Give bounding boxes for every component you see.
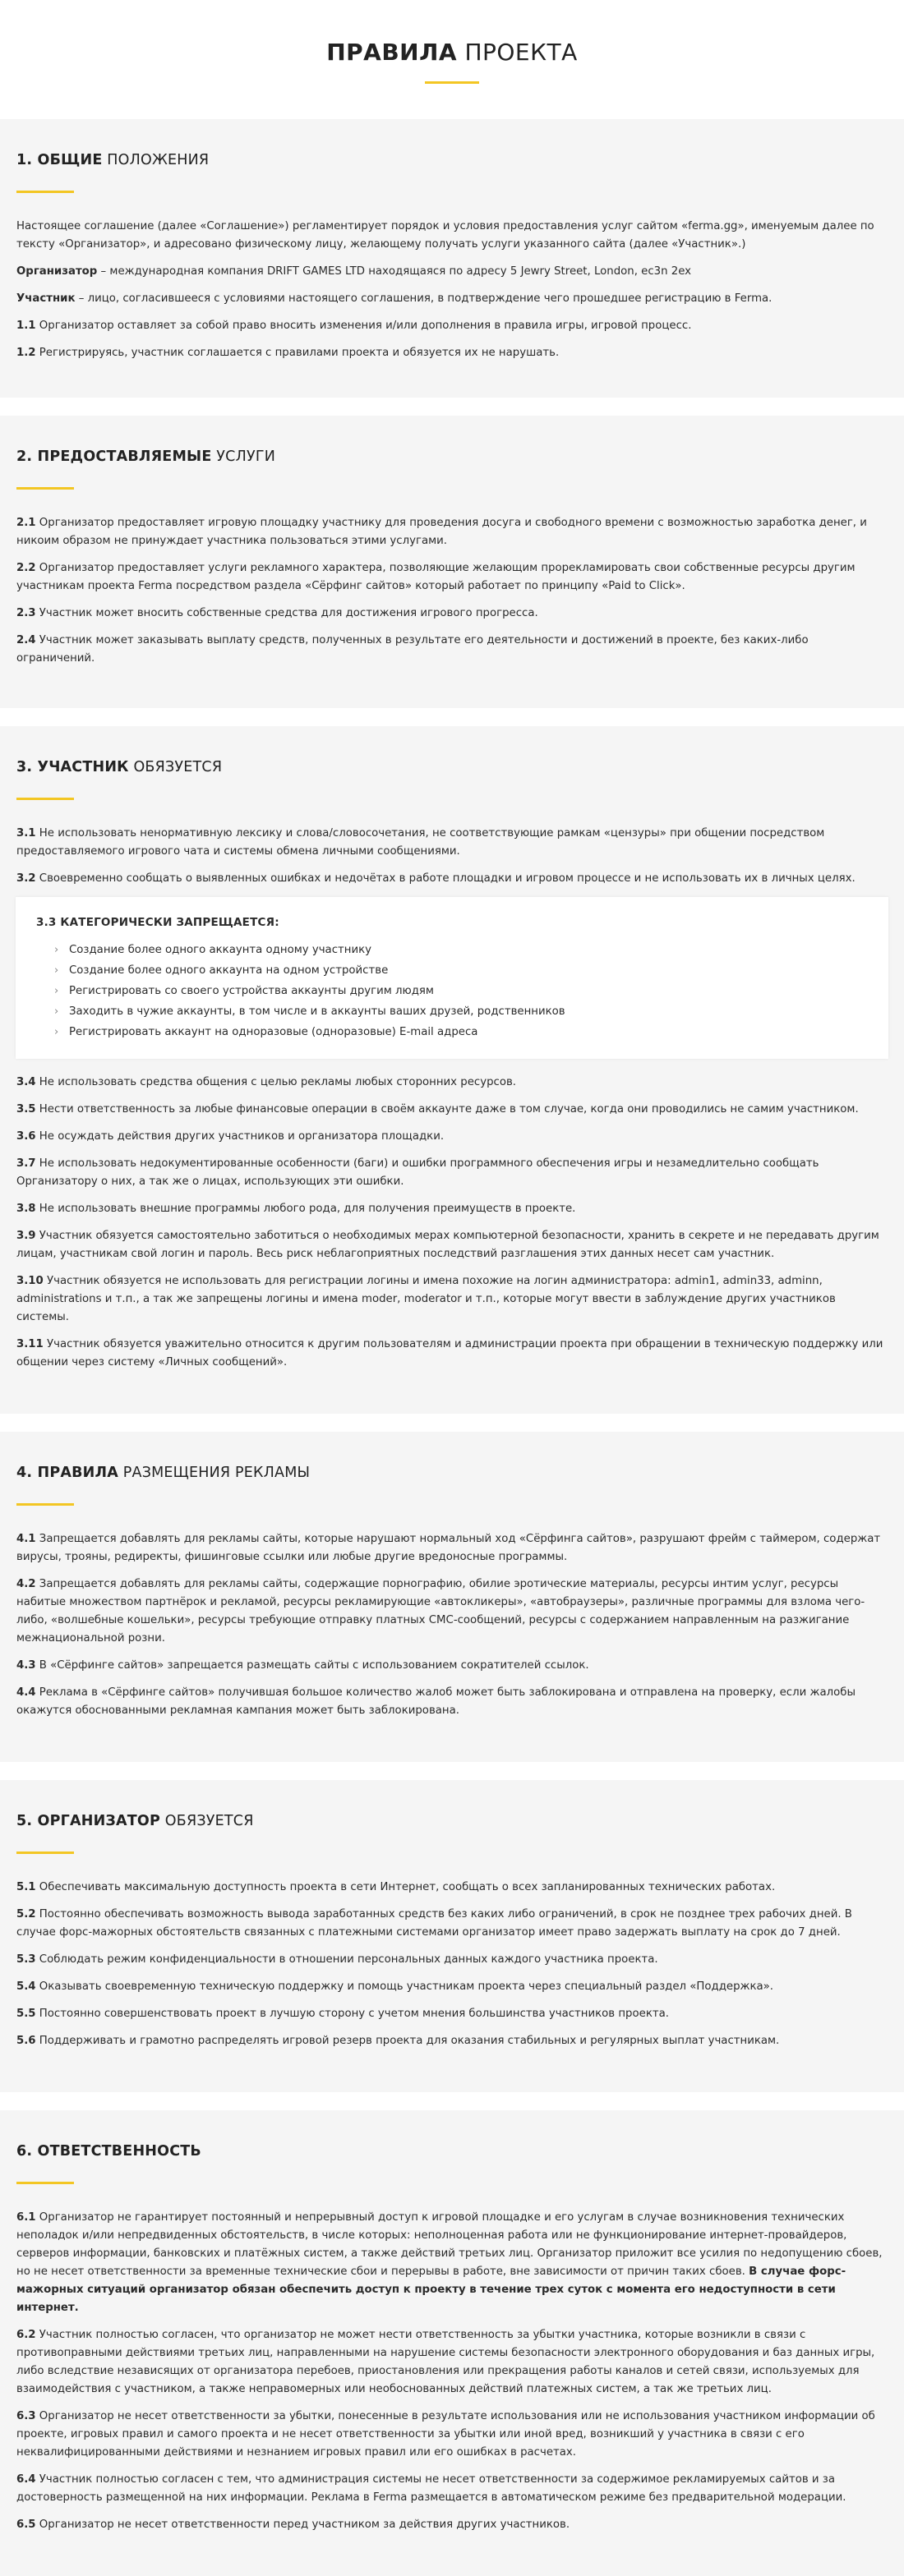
rule-text: Оказывать своевременную техническую поддержку и помощь участникам проекта через специальный раздел «Поддержка». <box>35 1980 774 1993</box>
rule-text: Обеспечивать максимальную доступность проекта в сети Интернет, сообщать о всех запланированных технических работах. <box>35 1881 776 1893</box>
rule-text: Нести ответственность за любые финансовые операции в своём аккаунте даже в том случае, когда они проводились не самим участником. <box>35 1103 859 1116</box>
rule-paragraph <box>16 1128 888 1146</box>
rule-paragraph <box>16 2326 888 2399</box>
rule-number: 6.5 <box>16 2518 36 2531</box>
chevron-right-icon: › <box>54 1005 59 1018</box>
chevron-right-icon: › <box>54 985 59 997</box>
rule-number: 1.1 <box>16 320 36 332</box>
page-header <box>0 0 904 119</box>
rule-paragraph <box>16 2516 888 2534</box>
rule-text: Соблюдать режим конфиденциальности в отношении персональных данных каждого участника проекта. <box>35 1953 658 1966</box>
rule-text: В «Сёрфинге сайтов» запрещается размещать сайты с использованием сократителей ссылок. <box>35 1659 589 1672</box>
rule-text: Участник обязуется не использовать для регистрации логины и имена похожие на логин администратора: admin1, admin33, adminn, administrations и т.п., а так же запрещены логины и имена moder, moderator и т.п., которые могут ввести в заблуждение других участников системы. <box>16 1275 836 1323</box>
rule-text: Не использовать ненормативную лексику и слова/словосочетания, не соответствующие рамкам «цензуры» при общении посредством предоставляемого игрового чата и системы обмена личными сообщениями. <box>16 827 825 858</box>
rule-number: 6.2 <box>16 2329 36 2341</box>
rule-paragraph <box>16 1200 888 1218</box>
rule-text: Организатор не несет ответственности за убытки, понесенные в результате использования или не использования участником информации об проекте, игровых правил и самого проекта и не несет ответственности за убытки или иной вред, возникший у участника в связи с его неквалифицированными действиями и незнанием игровых правил или его ошибках в расчетах. <box>16 2410 875 2459</box>
list-item <box>54 962 868 980</box>
rule-paragraph <box>16 1074 888 1092</box>
rule-text: Реклама в «Сёрфинге сайтов» получившая большое количество жалоб может быть заблокирована и отправлена на проверку, если жалобы окажутся обоснованными рекламная кампания может быть заблокирована. <box>16 1686 856 1717</box>
rule-text: Настоящее соглашение (далее «Соглашение») регламентирует порядок и условия предоставления услуг сайтом «ferma.gg», именуемым далее по тексту «Организатор», и адресовано физическому лицу, желающему получать услуги указанного сайта (далее «Участник».) <box>16 220 874 251</box>
prohibitions-box <box>16 897 888 1059</box>
rule-number: 2.4 <box>16 634 36 646</box>
rule-number: 5.4 <box>16 1980 36 1993</box>
section-heading-rest: ОБЯЗУЕТСЯ <box>128 759 223 775</box>
rule-paragraph <box>16 2408 888 2462</box>
section-heading-strong: УЧАСТНИК <box>32 759 129 775</box>
rule-paragraph <box>16 1227 888 1263</box>
rule-number: 4.1 <box>16 1533 36 1545</box>
section-underline <box>16 1852 74 1854</box>
rule-text: Организатор предоставляет игровую площадку участнику для проведения досуга и свободного времени с возможностью заработка денег, и никоим образом не принуждает участника пользоваться этими услугами. <box>16 517 867 547</box>
title-underline <box>425 81 479 84</box>
rule-number: 3.9 <box>16 1230 36 1242</box>
rule-text: Запрещается добавлять для рекламы сайты, которые нарушают нормальный ход «Сёрфинга сайтов», разрушают фрейм с таймером, содержат вирусы, трояны, редиректы, фишинговые ссылки или любые другие вредоносные программы. <box>16 1533 881 1563</box>
section-heading-rest: УСЛУГИ <box>211 448 275 465</box>
rule-text: Участник может вносить собственные средства для достижения игрового прогресса. <box>35 607 538 619</box>
rule-paragraph <box>16 1155 888 1191</box>
rules-content <box>0 119 904 2576</box>
rule-paragraph <box>16 290 888 308</box>
list-item <box>54 1003 868 1021</box>
rule-number: 4.2 <box>16 1578 36 1590</box>
section-heading <box>16 447 888 467</box>
rules-section-3 <box>0 726 904 1414</box>
rule-number: 3.8 <box>16 1203 36 1215</box>
section-heading-rest: ПОЛОЖЕНИЯ <box>102 152 210 168</box>
rule-number: 3.5 <box>16 1103 36 1116</box>
rule-paragraph <box>16 1576 888 1648</box>
rule-number: 3.10 <box>16 1275 44 1287</box>
rule-number: 3.7 <box>16 1157 36 1170</box>
rule-paragraph <box>16 2471 888 2507</box>
section-heading-strong: ОБЩИЕ <box>32 152 103 168</box>
rule-number: 3.6 <box>16 1130 36 1143</box>
section-heading <box>16 1811 888 1831</box>
rule-text: Организатор не гарантирует постоянный и непрерывный доступ к игровой площадке и его услугам в случае возникновения технических неполадок и/или непредвиденных обстоятельств, в числе которых: неполноценная работа или не функционирование интернет-провайдеров, серверов информации, банковских и платёжных систем, а также действий третьих лиц. Организатор приложит все усилия по недопущению сбоев, но не несет ответственности за временные технические сбои и перерывы в работе, вне зависимости от причин таких сбоев. <box>16 2211 883 2278</box>
rule-number: 2.2 <box>16 562 36 574</box>
rule-paragraph <box>16 1684 888 1720</box>
rule-paragraph <box>16 317 888 335</box>
rule-text: – лицо, согласившееся с условиями настоящего соглашения, в подтверждение чего прошедшее регистрацию в Ferma. <box>75 292 773 305</box>
rule-paragraph <box>16 2209 888 2317</box>
rule-text: Участник обязуется уважительно относится к другим пользователям и администрации проекта при обращении в техническую поддержку или общении через систему «Личных сообщений». <box>16 1338 883 1368</box>
section-heading <box>16 2141 888 2161</box>
rule-paragraph <box>16 870 888 888</box>
rule-text: Организатор не несет ответственности перед участником за действия других участников. <box>35 2518 570 2531</box>
rule-text: Организатор оставляет за собой право вносить изменения и/или дополнения в правила игры, игровой процесс. <box>35 320 692 332</box>
rule-number: 6.4 <box>16 2473 36 2486</box>
rule-number: 5.2 <box>16 1908 36 1920</box>
rules-section-6 <box>0 2110 904 2576</box>
section-heading-strong: ОТВЕТСТВЕННОСТЬ <box>32 2143 201 2160</box>
section-heading <box>16 757 888 777</box>
section-underline <box>16 191 74 193</box>
rule-number: Организатор <box>16 265 98 278</box>
section-number: 5. <box>16 1813 33 1829</box>
section-heading <box>16 150 888 170</box>
rule-text: Регистрируясь, участник соглашается с правилами проекта и обязуется их не нарушать. <box>35 347 560 359</box>
section-underline <box>16 1503 74 1506</box>
rule-number: 5.5 <box>16 2008 36 2020</box>
rule-text: – международная компания DRIFT GAMES LTD находящаяся по адресу 5 Jewry Street, London, ec3n 2ex <box>97 265 692 278</box>
rule-text: Не использовать средства общения с целью рекламы любых сторонних ресурсов. <box>35 1076 517 1088</box>
rule-number: 6.1 <box>16 2211 36 2224</box>
rule-paragraph <box>16 1101 888 1119</box>
rule-text: Постоянно обеспечивать возможность вывода заработанных средств без каких либо ограничений, в срок не позднее трех рабочих дней. В случае форс-мажорных обстоятельств связанных с платежными системами организатор имеет право задержать выплату на срок до 7 дней. <box>16 1908 852 1939</box>
rules-section-2 <box>0 416 904 708</box>
rule-number: Участник <box>16 292 76 305</box>
rule-paragraph <box>16 1951 888 1969</box>
rule-paragraph <box>16 1978 888 1996</box>
rule-number: 5.6 <box>16 2035 36 2047</box>
list-item <box>54 982 868 1000</box>
rules-section-1 <box>0 119 904 398</box>
rule-text-bold: В случае форс-мажорных ситуаций организатор обязан обеспечить доступ к проекту в течение трех суток с момента его недоступности в сети интернет. <box>16 2266 846 2314</box>
rule-text: Участник полностью согласен, что организатор не может нести ответственность за убытки участника, которые возникли в связи с противоправными действиями третьих лиц, направленными на нарушение системы безопасности электронного оборудования и баз данных игры, либо вследствие независящих от организатора перебоев, приостановления или прекращения работы каналов и сетей связи, используемых для взаимодействия с участником, а также неправомерных или необоснованных действий платежных систем, а так же третьих лиц. <box>16 2329 875 2395</box>
rules-section-4 <box>0 1432 904 1762</box>
chevron-right-icon: › <box>54 1026 59 1038</box>
rule-number: 4.3 <box>16 1659 36 1672</box>
section-underline <box>16 798 74 800</box>
rules-section-5 <box>0 1780 904 2092</box>
rule-paragraph <box>16 1530 888 1566</box>
rule-number: 1.2 <box>16 347 36 359</box>
rule-paragraph <box>16 514 888 550</box>
rule-number: 2.1 <box>16 517 36 529</box>
section-number: 3. <box>16 759 33 775</box>
rule-number: 3.11 <box>16 1338 44 1350</box>
list-item-text: Регистрировать аккаунт на одноразовые (одноразовые) E-mail адреса <box>69 1026 478 1038</box>
rule-paragraph <box>16 263 888 281</box>
section-heading-strong: ПРЕДОСТАВЛЯЕМЫЕ <box>32 448 212 465</box>
list-item-text: Создание более одного аккаунта на одном устройстве <box>69 964 389 977</box>
rule-text: Своевременно сообщать о выявленных ошибках и недочётах в работе площадки и игровом процессе и не использовать их в личных целях. <box>35 872 856 885</box>
list-item-text: Заходить в чужие аккаунты, в том числе и в аккаунты ваших друзей, родственников <box>69 1005 565 1018</box>
rule-text: Участник обязуется самостоятельно заботиться о необходимых мерах компьютерной безопасности, хранить в секрете и не передавать другим лицам, участникам свой логин и пароль. Весь риск неблагоприятных последствий разглашения этих данных несет сам участник. <box>16 1230 879 1260</box>
rule-paragraph <box>16 218 888 254</box>
rule-paragraph <box>16 1272 888 1327</box>
rule-paragraph <box>16 344 888 362</box>
section-number: 6. <box>16 2143 33 2160</box>
rule-paragraph <box>16 605 888 623</box>
rule-number: 5.3 <box>16 1953 36 1966</box>
prohibitions-list <box>36 941 868 1042</box>
rule-text: Не использовать внешние программы любого рода, для получения преимуществ в проекте. <box>35 1203 576 1215</box>
rule-number: 6.3 <box>16 2410 36 2422</box>
rule-number: 2.3 <box>16 607 36 619</box>
section-heading-rest: РАЗМЕЩЕНИЯ РЕКЛАМЫ <box>118 1465 311 1481</box>
rule-text: Участник полностью согласен с тем, что администрация системы не несет ответственности за содержимое рекламируемых сайтов и за достоверность размещенной на них информации. Реклама в Ferma размещается в автоматическом режиме без предварительной модерации. <box>16 2473 846 2504</box>
rule-text: Участник может заказывать выплату средств, полученных в результате его деятельности и достижений в проекте, без каких-либо ограничений. <box>16 634 809 665</box>
section-number: 4. <box>16 1465 33 1481</box>
rule-paragraph <box>16 1336 888 1372</box>
list-item <box>54 941 868 959</box>
rule-paragraph <box>16 1906 888 1942</box>
section-heading-strong: ОРГАНИЗАТОР <box>32 1813 161 1829</box>
section-number: 2. <box>16 448 33 465</box>
section-heading-rest: ОБЯЗУЕТСЯ <box>160 1813 254 1829</box>
rule-paragraph <box>16 559 888 596</box>
list-item-text: Регистрировать со своего устройства аккаунты другим людям <box>69 985 434 997</box>
rule-number: 4.4 <box>16 1686 36 1699</box>
rule-text: Постоянно совершенствовать проект в лучшую сторону с учетом мнения большинства участников проекта. <box>35 2008 669 2020</box>
rule-paragraph <box>16 2032 888 2050</box>
section-heading <box>16 1463 888 1483</box>
rule-number: 3.1 <box>16 827 36 840</box>
rule-text: Организатор предоставляет услуги рекламного характера, позволяющие желающим прорекламировать свои собственные ресурсы другим участникам проекта Ferma посредством раздела «Сёрфинг сайтов» который работает по принципу «Paid to Click». <box>16 562 856 592</box>
prohibitions-title: 3.3 КАТЕГОРИЧЕСКИ ЗАПРЕЩАЕТСЯ: <box>36 916 279 929</box>
list-item <box>54 1024 868 1042</box>
rule-paragraph <box>16 825 888 861</box>
rule-text: Не осуждать действия других участников и организатора площадки. <box>35 1130 445 1143</box>
list-item-text: Создание более одного аккаунта одному участнику <box>69 944 371 956</box>
rule-paragraph <box>16 2005 888 2023</box>
rule-text: Поддерживать и грамотно распределять игровой резерв проекта для оказания стабильных и регулярных выплат участникам. <box>35 2035 780 2047</box>
rule-paragraph <box>16 1879 888 1897</box>
section-underline <box>16 487 74 490</box>
rule-number: 3.2 <box>16 872 36 885</box>
page-title: ПРАВИЛА ПРОЕКТА <box>326 39 578 66</box>
rule-paragraph <box>16 1657 888 1675</box>
rule-text: Не использовать недокументированные особенности (баги) и ошибки программного обеспечения игры и незамедлительно сообщать Организатору о них, а так же о лицах, использующих эти ошибки. <box>16 1157 819 1188</box>
rule-number: 5.1 <box>16 1881 36 1893</box>
section-heading-strong: ПРАВИЛА <box>32 1465 119 1481</box>
section-underline <box>16 2182 74 2184</box>
chevron-right-icon: › <box>54 944 59 956</box>
section-number: 1. <box>16 152 33 168</box>
chevron-right-icon: › <box>54 964 59 977</box>
rule-text: Запрещается добавлять для рекламы сайты, содержащие порнографию, обилие эротические материалы, ресурсы интим услуг, ресурсы набитые множеством партнёрок и рекламой, ресурсы рекламирующие «автокликеры», «автобраузеры», различные программы для взлома чего-либо, «волшебные кошельки», ресурсы требующие отправку платных СМС-сообщений, ресурсы с содержанием направленным на разжигание межнациональной розни. <box>16 1578 865 1644</box>
rule-paragraph <box>16 632 888 668</box>
rule-number: 3.4 <box>16 1076 36 1088</box>
